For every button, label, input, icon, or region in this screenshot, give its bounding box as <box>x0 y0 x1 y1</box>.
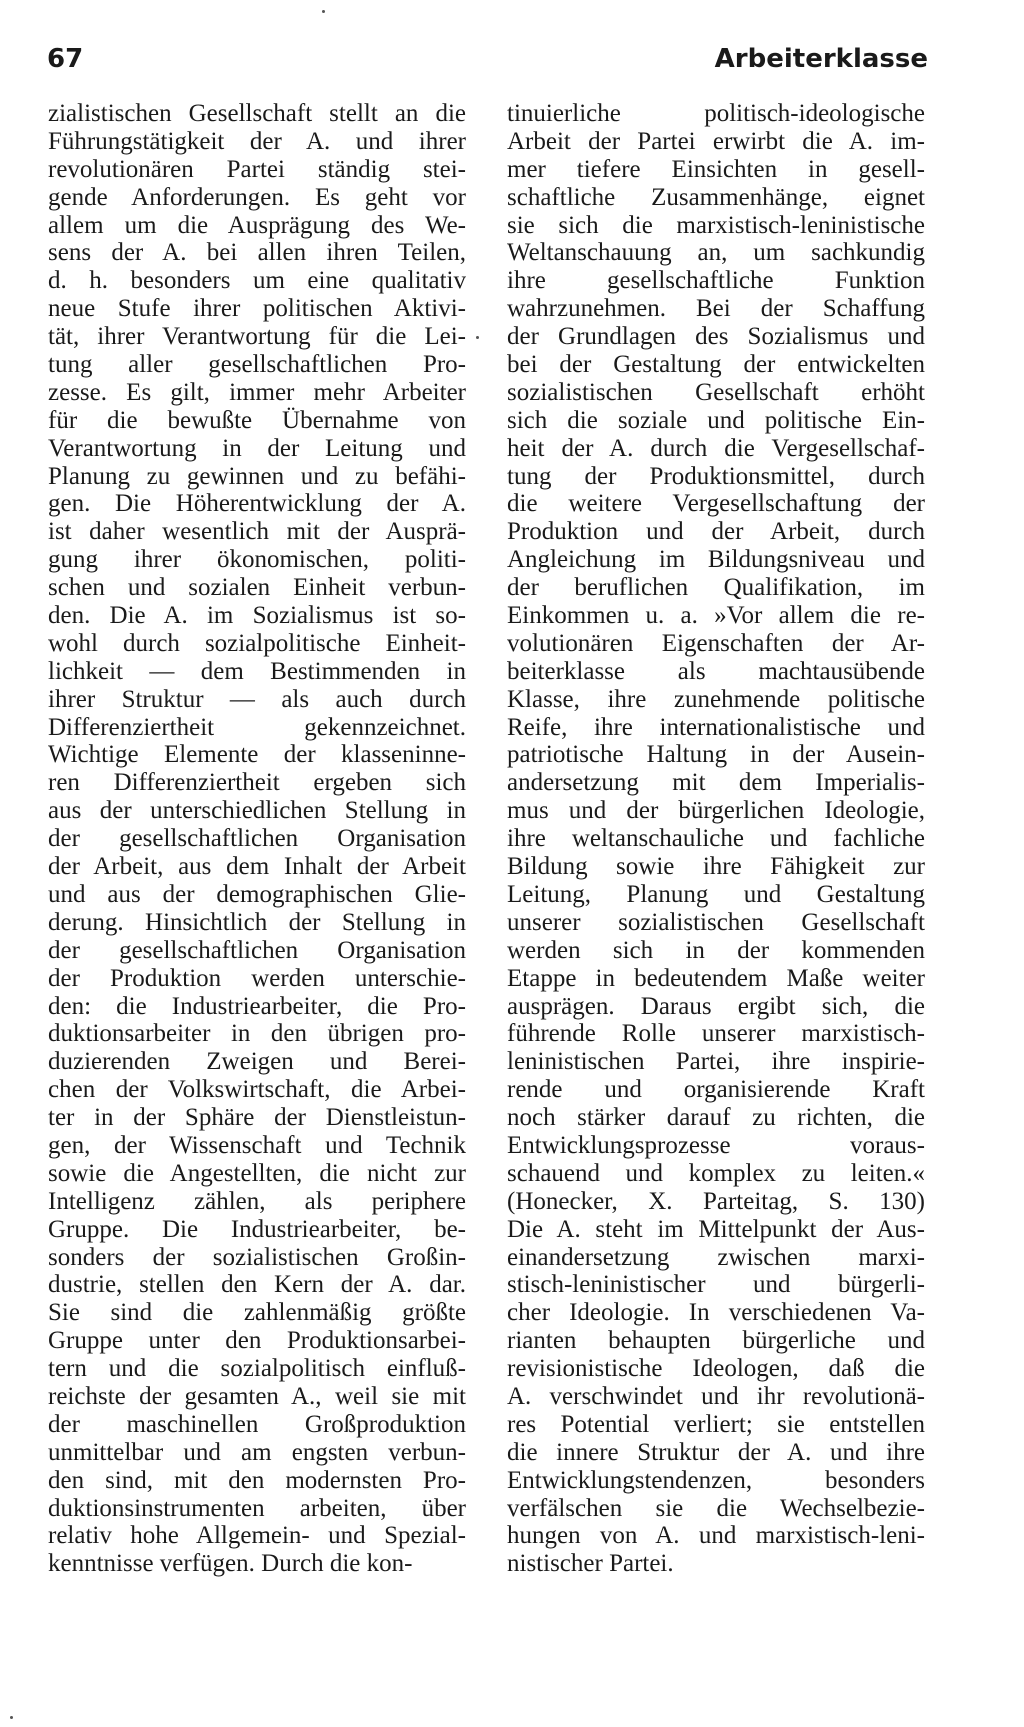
running-head: Arbeiterklasse <box>714 44 928 74</box>
text-line: schauend und komplex zu leiten.« <box>507 1159 925 1187</box>
text-line: unserer sozialistischen Gesellschaft <box>507 908 925 936</box>
text-line: rianten behaupten bürgerliche und <box>507 1327 925 1355</box>
text-line: (Honecker, X. Parteitag, S. 130) <box>507 1187 925 1215</box>
text-line: Sie sind die zahlenmäßig größte <box>48 1299 466 1327</box>
text-line: wahrzunehmen. Bei der Schaffung <box>507 295 925 323</box>
text-line: cher Ideologie. In verschiedenen Va- <box>507 1299 925 1327</box>
scan-speck <box>322 10 325 13</box>
text-line: der beruflichen Qualifikation, im <box>507 574 925 602</box>
text-line: Wichtige Elemente der klasseninne- <box>48 741 466 769</box>
text-line: duzierenden Zweigen und Berei- <box>48 1048 466 1076</box>
scan-speck <box>476 336 479 339</box>
text-line: den. Die A. im Sozialismus ist so- <box>48 602 466 630</box>
text-line: relativ hohe Allgemein- und Spezial- <box>48 1522 466 1550</box>
text-line: Reife, ihre internationalistische und <box>507 713 925 741</box>
text-line: ist daher wesentlich mit der Ausprä- <box>48 518 466 546</box>
text-line: Gruppe unter den Produktionsarbei- <box>48 1327 466 1355</box>
text-line: ihre gesellschaftliche Funktion <box>507 267 925 295</box>
text-line: volutionären Eigenschaften der Ar- <box>507 629 925 657</box>
text-line: unmittelbar und am engsten verbun- <box>48 1438 466 1466</box>
text-line: sowie die Angestellten, die nicht zur <box>48 1159 466 1187</box>
text-line: sens der A. bei allen ihren Teilen, <box>48 239 466 267</box>
text-line: zesse. Es gilt, immer mehr Arbeiter <box>48 378 466 406</box>
text-line: tät, ihrer Verantwortung für die Lei- <box>48 323 466 351</box>
text-line: zialistischen Gesellschaft stellt an die <box>48 100 466 127</box>
text-line: für die bewußte Übernahme von <box>48 406 466 434</box>
text-line: aus der unterschiedlichen Stellung in <box>48 797 466 825</box>
text-line: Entwicklungsprozesse voraus- <box>507 1131 925 1159</box>
text-line: der maschinellen Großproduktion <box>48 1410 466 1438</box>
text-line: und aus der demographischen Glie- <box>48 880 466 908</box>
text-line: Angleichung im Bildungsniveau und <box>507 546 925 574</box>
text-line: dustrie, stellen den Kern der A. dar. <box>48 1271 466 1299</box>
text-line: sonders der sozialistischen Großin- <box>48 1243 466 1271</box>
text-line: revolutionären Partei ständig stei- <box>48 155 466 183</box>
text-line: der Grundlagen des Sozialismus und <box>507 323 925 351</box>
scan-speck <box>10 1716 13 1719</box>
text-line: reichste der gesamten A., weil sie mit <box>48 1382 466 1410</box>
text-line: Produktion und der Arbeit, durch <box>507 518 925 546</box>
text-line: den: die Industriearbeiter, die Pro- <box>48 992 466 1020</box>
text-line: schaftliche Zusammenhänge, eignet <box>507 183 925 211</box>
text-line: die weitere Vergesellschaftung der <box>507 490 925 518</box>
text-line: Differenziertheit gekennzeichnet. <box>48 713 466 741</box>
text-line: der Produktion werden unterschie- <box>48 964 466 992</box>
text-line: gen. Die Höherentwicklung der A. <box>48 490 466 518</box>
text-line: andersetzung mit dem Imperialis- <box>507 769 925 797</box>
text-line: Führungstätigkeit der A. und ihrer <box>48 127 466 155</box>
text-line: der gesellschaftlichen Organisation <box>48 936 466 964</box>
text-line: tung der Produktionsmittel, durch <box>507 462 925 490</box>
text-line: neue Stufe ihrer politischen Aktivi- <box>48 295 466 323</box>
text-line: wohl durch sozialpolitische Einheit- <box>48 629 466 657</box>
text-line: d. h. besonders um eine qualitativ <box>48 267 466 295</box>
text-line: patriotische Haltung in der Ausein- <box>507 741 925 769</box>
right-column <box>507 100 925 1578</box>
text-line: beiterklasse als machtausübende <box>507 657 925 685</box>
text-line: duktionsinstrumenten arbeiten, über <box>48 1494 466 1522</box>
left-column <box>48 100 466 1578</box>
text-line: Leitung, Planung und Gestaltung <box>507 880 925 908</box>
text-line: tinuierliche politisch-ideologische <box>507 100 925 127</box>
text-line: der Arbeit, aus dem Inhalt der Arbeit <box>48 853 466 881</box>
text-line: Entwicklungstendenzen, besonders <box>507 1466 925 1494</box>
text-line: Etappe in bedeutendem Maße weiter <box>507 964 925 992</box>
text-line: tern und die sozialpolitisch einfluß- <box>48 1355 466 1383</box>
text-line: sie sich die marxistisch-leninistische <box>507 211 925 239</box>
text-line: duktionsarbeiter in den übrigen pro- <box>48 1020 466 1048</box>
text-line: Weltanschauung an, um sachkundig <box>507 239 925 267</box>
text-line: leninistischen Partei, ihre inspirie- <box>507 1048 925 1076</box>
text-line: hungen von A. und marxistisch-leni- <box>507 1522 925 1550</box>
text-line: einandersetzung zwischen marxi- <box>507 1243 925 1271</box>
text-line: den sind, mit den modernsten Pro- <box>48 1466 466 1494</box>
text-line: ter in der Sphäre der Dienstleistun- <box>48 1104 466 1132</box>
text-line: gung ihrer ökonomischen, politi- <box>48 546 466 574</box>
text-line: derung. Hinsichtlich der Stellung in <box>48 908 466 936</box>
text-line: Klasse, ihre zunehmende politische <box>507 685 925 713</box>
text-line: werden sich in der kommenden <box>507 936 925 964</box>
text-line: chen der Volkswirtschaft, die Arbei- <box>48 1076 466 1104</box>
text-line: Planung zu gewinnen und zu befähi- <box>48 462 466 490</box>
text-line: allem um die Ausprägung des We- <box>48 211 466 239</box>
text-line: führende Rolle unserer marxistisch- <box>507 1020 925 1048</box>
text-line: mer tiefere Einsichten in gesell- <box>507 155 925 183</box>
text-line: noch stärker darauf zu richten, die <box>507 1104 925 1132</box>
text-line: verfälschen sie die Wechselbezie- <box>507 1494 925 1522</box>
text-line: kenntnisse verfügen. Durch die kon- <box>48 1550 413 1578</box>
text-line: ausprägen. Daraus ergibt sich, die <box>507 992 925 1020</box>
text-line: Bildung sowie ihre Fähigkeit zur <box>507 853 925 881</box>
text-line: Verantwortung in der Leitung und <box>48 434 466 462</box>
text-line: sozialistischen Gesellschaft erhöht <box>507 378 925 406</box>
text-line: tung aller gesellschaftlichen Pro- <box>48 351 466 379</box>
text-line: die innere Struktur der A. und ihre <box>507 1438 925 1466</box>
text-line: nistischer Partei. <box>507 1550 674 1578</box>
text-line: Arbeit der Partei erwirbt die A. im- <box>507 127 925 155</box>
text-line: stisch-leninistischer und bürgerli- <box>507 1271 925 1299</box>
text-line: mus und der bürgerlichen Ideologie, <box>507 797 925 825</box>
text-line: sich die soziale und politische Ein- <box>507 406 925 434</box>
text-line: lichkeit — dem Bestimmenden in <box>48 657 466 685</box>
text-line: Gruppe. Die Industriearbeiter, be- <box>48 1215 466 1243</box>
text-line: rende und organisierende Kraft <box>507 1076 925 1104</box>
text-line: res Potential verliert; sie entstellen <box>507 1410 925 1438</box>
text-line: heit der A. durch die Vergesellschaf- <box>507 434 925 462</box>
text-line: ren Differenziertheit ergeben sich <box>48 769 466 797</box>
text-line: Einkommen u. a. »Vor allem die re- <box>507 602 925 630</box>
text-line: revisionistische Ideologen, daß die <box>507 1355 925 1383</box>
text-line: schen und sozialen Einheit verbun- <box>48 574 466 602</box>
text-line: Die A. steht im Mittelpunkt der Aus- <box>507 1215 925 1243</box>
text-line: ihrer Struktur — als auch durch <box>48 685 466 713</box>
text-line: ihre weltanschauliche und fachliche <box>507 825 925 853</box>
text-line: bei der Gestaltung der entwickelten <box>507 351 925 379</box>
text-line: gen, der Wissenschaft und Technik <box>48 1131 466 1159</box>
text-line: A. verschwindet und ihr revolutionä- <box>507 1382 925 1410</box>
page-number: 67 <box>47 44 84 74</box>
text-line: der gesellschaftlichen Organisation <box>48 825 466 853</box>
text-line: gende Anforderungen. Es geht vor <box>48 183 466 211</box>
text-line: Intelligenz zählen, als periphere <box>48 1187 466 1215</box>
